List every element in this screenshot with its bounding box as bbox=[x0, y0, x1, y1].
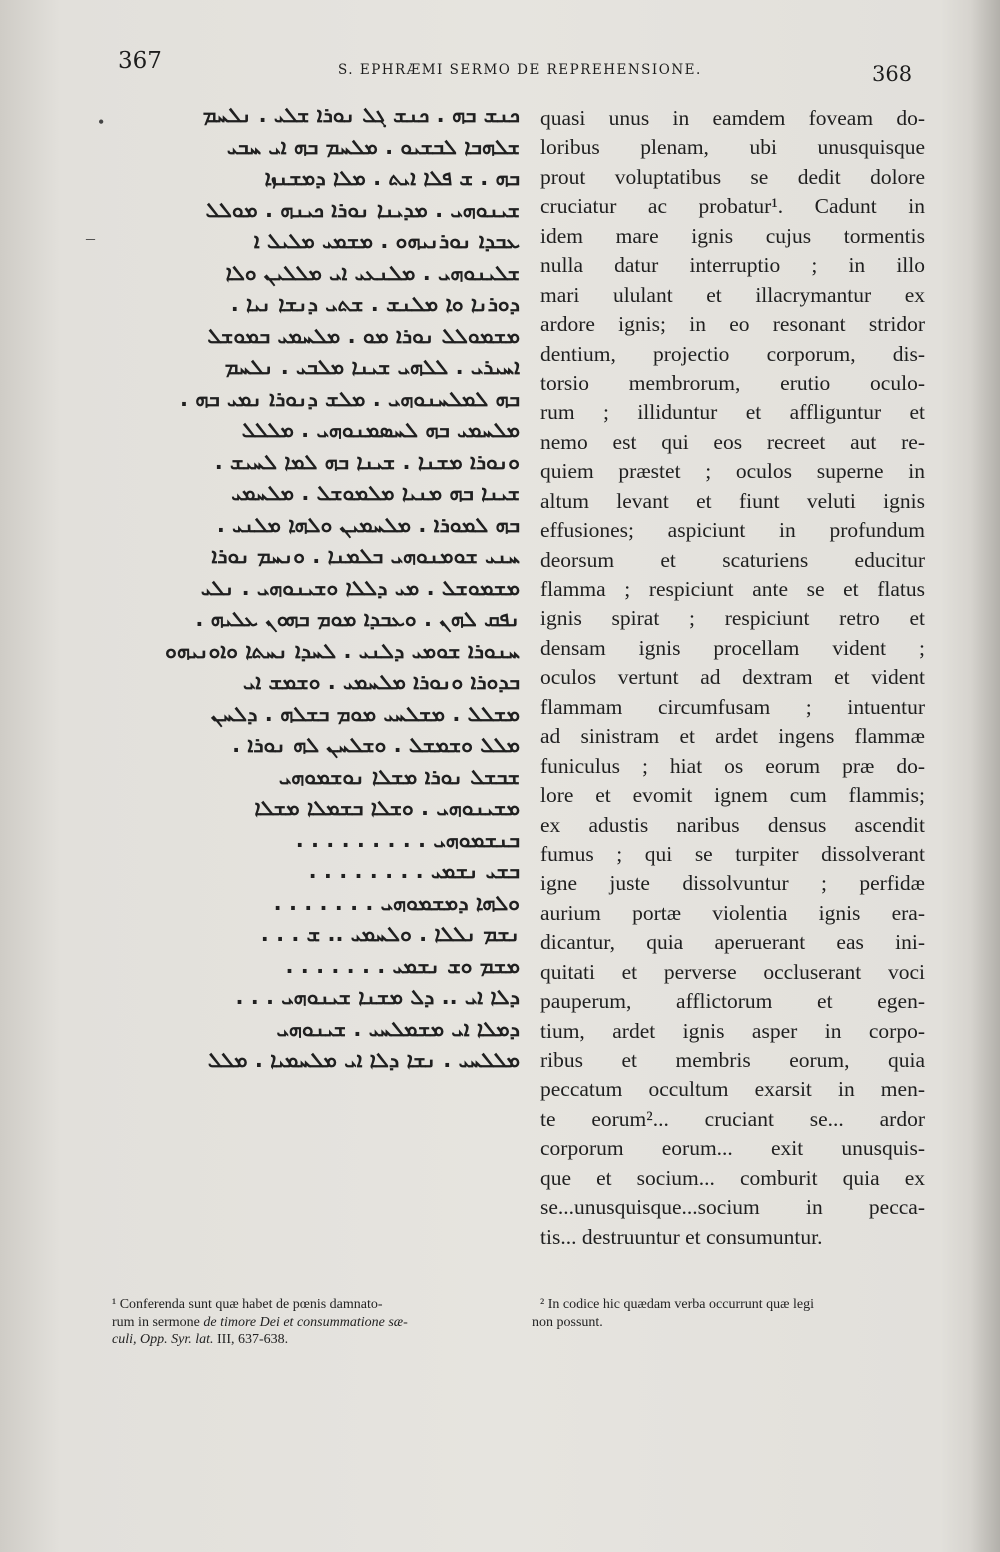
syriac-line: ܕܘܪܢܐ ܘܐ ܡܠܢܫ . ܫܬܝ ܕܢܫܐ ܢܝܐ . bbox=[230, 292, 520, 316]
syriac-line: ܕܠܐ ܐܝ .. ܕܠ ܡܫܢܐ ܫܝܢܘܗܝ . . . bbox=[235, 985, 520, 1009]
footnote-citation: de timore Dei et consummatione sæ- bbox=[203, 1314, 408, 1330]
syriac-line: ܡܫܝܢܘܗܝ . ܘܫܠܐ ܒܫܡܠܐ ܡܫܠܐ bbox=[254, 796, 520, 820]
latin-line: pauperum, afflictorum et egen- bbox=[540, 989, 925, 1014]
footnote-right-line: ² In codice hic quædam verba occurrunt quæ legi bbox=[540, 1297, 814, 1312]
syriac-line: ܒܕܘܪܐ ܘܢܘܪܐ ܡܠܚܡܝ . ܘܫܡܫ ܐܝ bbox=[243, 670, 520, 694]
latin-line: ad sinistram et ardet ingens flammæ bbox=[540, 724, 925, 749]
latin-line: fumus ; qui se turpiter dissolverant bbox=[540, 841, 925, 866]
page-number-right: 368 bbox=[872, 62, 913, 86]
syriac-line: ܡܠܠ ܘܫܡܫܠ . ܘܫܠܚܢ ܠܗ ܢܘܪܐ . bbox=[232, 733, 520, 757]
latin-line: densam ignis procellam vident ; bbox=[540, 635, 925, 660]
latin-line: lore et evomit ignem cum flammis; bbox=[540, 783, 925, 808]
syriac-line: ܒܢܫܡܘܗܝ . . . . . . . . . bbox=[295, 827, 520, 852]
latin-line: igne juste dissolvuntur ; perfidæ bbox=[540, 871, 925, 896]
latin-line: nemo est qui eos recreet aut re- bbox=[540, 429, 925, 454]
latin-line: ardore ignis; in eo resonant stridor bbox=[540, 312, 925, 337]
latin-line: dentium, projectio corporum, dis- bbox=[540, 341, 925, 366]
syriac-line: ܫܝܢܘܗܝ . ܡܕܝܢܐ ܢܘܪܐ ܟܝܢܗ . ܡܘܠܠ bbox=[205, 197, 520, 222]
latin-line: que et socium... comburit quia ex bbox=[540, 1165, 925, 1190]
syriac-line: ܢܦܩ ܠܗܢ . ܘܥܒܕܐ ܡܘܡ ܒܗܘܢ ܥܠܝܗ . bbox=[195, 607, 520, 631]
syriac-line: ܒܫܝ ܢܫܡܝ . . . . . . . . bbox=[308, 859, 520, 883]
latin-line: flamma ; respiciunt ante se et flatus bbox=[540, 577, 925, 601]
latin-line: flammam circumfusam ; intuentur bbox=[540, 694, 925, 719]
latin-line: quiem præstet ; oculos superne in bbox=[540, 459, 925, 484]
syriac-line: ܡܫܠܠ . ܡܫܠܚܝ ܡܘܡ ܒܫܠܗ . ܕܠܚܢ bbox=[211, 701, 520, 726]
footnote-left-line bbox=[112, 1331, 512, 1349]
footnote-left bbox=[112, 1296, 512, 1349]
latin-line: deorsum et scaturiens educitur bbox=[540, 547, 925, 572]
syriac-line: ܕܡܠܐ ܐܝ ܡܫܡܠܚܝ . ܫܝܢܘܗܝ bbox=[276, 1016, 520, 1041]
footnote-left-line: ¹ Conferenda sunt quæ habet de pœnis damnato- bbox=[112, 1297, 383, 1312]
latin-line: loribus plenam, ubi unusquisque bbox=[540, 135, 925, 160]
latin-line: quitati et perverse occluserant voci bbox=[540, 959, 925, 984]
syriac-line: ܘܢܘܪܐ ܡܫܢܐ . ܫܝܢܐ ܒܗ ܠܡܐ ܠܚܝܫ . bbox=[214, 449, 520, 474]
syriac-line: ܚܢܘܪܐ ܫܘܡܝ ܕܠܢܝ . ܠܚܕܐ ܢܚܬܐ ܘܐܘܢܝܗܘ bbox=[165, 638, 520, 663]
syriac-line: ܫܠܝܢܘܗܝ . ܡܠܢܥܝ ܐܝ ܡܠܠܝܢ ܘܠܐ bbox=[225, 260, 520, 285]
syriac-line: ܒܗ ܠܡܘܪܐ . ܡܠܚܡܝܢ ܘܠܗܐ ܡܠܢܝ . bbox=[216, 512, 520, 537]
syriac-line: ܒܗ ܠܡܠܚܢܘܗܝ . ܡܠܫ ܕܢܘܪܐ ܢܡܝ ܒܗ . bbox=[180, 386, 520, 411]
latin-line: peccatum occultum exarsit in men- bbox=[540, 1077, 925, 1102]
syriac-line: ܚܢܝ ܫܘܡܢܘܗܝ ܒܠܡܢܐ . ܘܢܚܡ ܢܘܪܐ bbox=[211, 544, 520, 568]
latin-line: prout voluptatibus se dedit dolore bbox=[540, 164, 925, 189]
latin-line: ex adustis naribus densus ascendit bbox=[540, 812, 925, 837]
syriac-line: ܐܚܝܪܝ . ܠܠܗܝ ܫܝܢܐ ܡܠܒܝ . ܢܠܚܡ bbox=[224, 355, 520, 379]
syriac-line: ܡܠܠܚܝ . ܢܫܐ ܕܠܐ ܐܝ ܡܠܚܡܝܐ . ܡܠܠ bbox=[207, 1048, 520, 1072]
latin-line: tis... destruuntur et consumuntur. bbox=[540, 1224, 823, 1249]
latin-line: oculos vertunt ad dextram et vident bbox=[540, 665, 925, 690]
syriac-line: ܥܒܕܐ ܢܘܪܢܝܗܘ . ܡܫܡܝ ܡܠܝܠ ܐ bbox=[253, 229, 520, 253]
footnote-text: III, 637-638. bbox=[213, 1332, 289, 1347]
syriac-line: ܡܫܡܘܠܠ ܢܘܪܐ ܡܘ . ܡܠܚܡܝ ܒܡܘܫܠ bbox=[207, 323, 520, 348]
latin-line: torsio membrorum, erutio oculo- bbox=[540, 370, 925, 395]
syriac-line: ܫܠܗܒܐ ܠܒܫܝܘ . ܡܠܚܡ ܒܗ ܐܝ ܚܒܝ bbox=[226, 134, 520, 159]
latin-line: effusiones; aspiciunt in profundum bbox=[540, 518, 925, 543]
page-header bbox=[0, 44, 1000, 84]
syriac-line: ܡܫܡ ܘܫ ܢܫܡܝ . . . . . . . bbox=[285, 953, 520, 978]
page-edge-shadow bbox=[970, 0, 1000, 1552]
syriac-line: ܘܠܗܐ ܕܡܫܡܘܗܝ . . . . . . . bbox=[273, 890, 520, 915]
latin-line: corporum eorum... exit unusquis- bbox=[540, 1136, 925, 1161]
footnote-right bbox=[532, 1296, 932, 1331]
latin-line: funiculus ; hiat os eorum præ do- bbox=[540, 753, 925, 778]
latin-line: nulla datur interruptio ; in illo bbox=[540, 253, 925, 278]
latin-line: se...unusquisque...socium in pecca- bbox=[540, 1195, 925, 1220]
latin-line: cruciatur ac probatur¹. Cadunt in bbox=[540, 194, 925, 219]
margin-mark: – bbox=[86, 228, 95, 248]
latin-line: tium, ardet ignis asper in corpo- bbox=[540, 1018, 925, 1043]
syriac-line: ܡܠܚܡܝ ܒܗ ܠܚܣܡܢܘܗܝ . ܡܠܠܠ bbox=[241, 418, 520, 442]
latin-text-column bbox=[540, 104, 925, 1252]
latin-line: ignis spirat ; respiciunt retro et bbox=[540, 606, 925, 631]
syriac-line: ܟܢܫ ܒܗ . ܟܢܫ ܓܠ ܢܘܪܐ ܫܠܝ . ܢܠܚܡ bbox=[202, 103, 520, 127]
syriac-line: ܡܫܡܘܫܠ . ܡܝ ܕܠܠܐ ܘܫܝܢܘܗܝ . ܢܠܝ bbox=[200, 575, 520, 600]
footnote-citation: culi, Opp. Syr. lat. bbox=[112, 1332, 214, 1347]
latin-line: quasi unus in eamdem foveam do- bbox=[540, 106, 925, 130]
latin-line: idem mare ignis cujus tormentis bbox=[540, 223, 925, 248]
syriac-line: ܢܫܡ ܢܠܠܐ . ܘܠܚܡܝ .. ܫ . . . bbox=[260, 922, 520, 946]
margin-mark: • bbox=[98, 112, 105, 132]
latin-line: mari ululant et illacrymantur ex bbox=[540, 282, 925, 307]
latin-line: rum ; illiduntur et affliguntur et bbox=[540, 400, 925, 425]
syriac-text-column bbox=[108, 100, 520, 1077]
footnote-right-line: non possunt. bbox=[532, 1314, 603, 1330]
running-title: S. EPHRÆMI SERMO DE REPREHENSIONE. bbox=[338, 62, 702, 78]
latin-line: aurium portæ violentia ignis era- bbox=[540, 900, 925, 925]
page-number-left: 367 bbox=[118, 48, 162, 74]
syriac-line: ܒܗ . ܫ ܦܠܐ ܐܝܬ . ܡܠܐ ܕܡܫܢܙܐ bbox=[264, 166, 520, 190]
footnote-text: rum in sermone bbox=[112, 1314, 204, 1330]
latin-line: ribus et membris eorum, quia bbox=[540, 1048, 925, 1072]
latin-line: dicantur, quia aperuerant eas ini- bbox=[540, 930, 925, 955]
latin-line: te eorum²... cruciant se... ardor bbox=[540, 1106, 925, 1131]
footnote-left-line bbox=[112, 1314, 512, 1332]
latin-line: altum levant et fiunt veluti ignis bbox=[540, 488, 925, 513]
syriac-line: ܫܒܫܠ ܢܘܪܐ ܡܫܠܐ ܢܘܫܡܘܗܝ bbox=[278, 764, 520, 789]
syriac-line: ܫܝܢܐ ܒܗ ܡܢܝܐ ܡܠܡܘܫܠ . ܡܠܚܡܝ bbox=[231, 481, 520, 505]
